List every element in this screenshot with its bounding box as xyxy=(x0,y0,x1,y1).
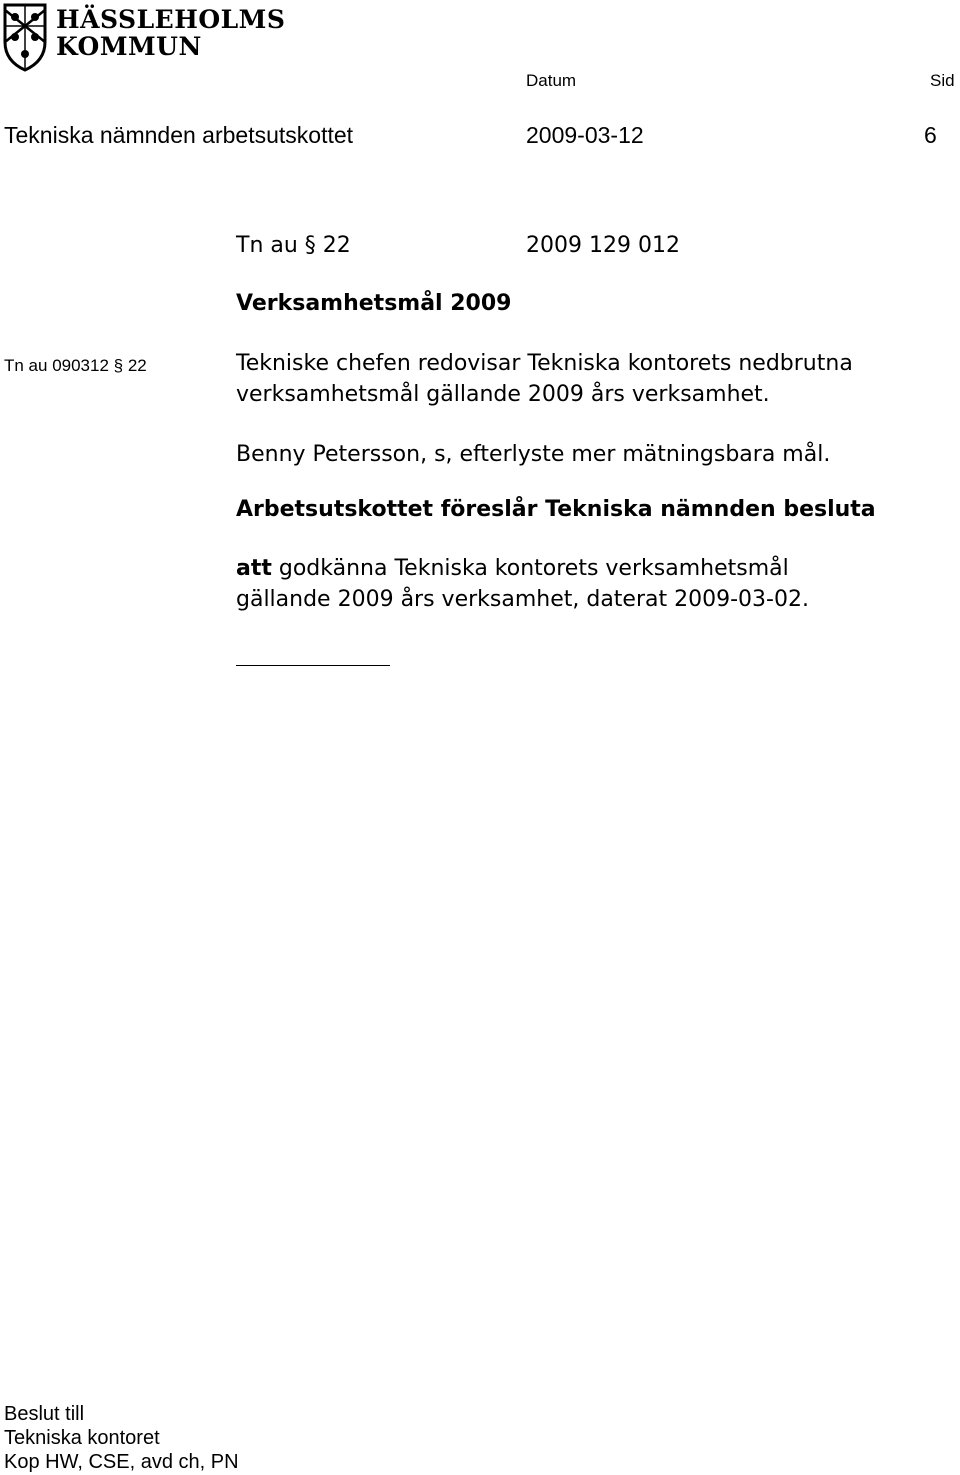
paragraph-1-line-1: Tekniske chefen redovisar Tekniska kontorets nedbrutna xyxy=(236,351,853,376)
paragraph-1-line-2: verksamhetsmål gällande 2009 års verksamhet. xyxy=(236,382,770,407)
footer-line-2: Tekniska kontoret xyxy=(4,1427,160,1449)
decision-paragraph xyxy=(236,553,809,615)
organization-logo-text xyxy=(56,6,285,60)
separator-line xyxy=(236,665,390,666)
section-reference: Tn au § 22 xyxy=(236,233,351,258)
organization-name-line2: KOMMUN xyxy=(56,32,202,61)
sid-label: Sid xyxy=(930,71,955,90)
paragraph-1 xyxy=(236,348,853,410)
datum-label: Datum xyxy=(526,71,577,90)
margin-reference: Tn au 090312 § 22 xyxy=(4,356,147,375)
case-title: Verksamhetsmål 2009 xyxy=(236,291,512,316)
coat-of-arms-icon xyxy=(2,2,48,72)
decision-keyword: att xyxy=(236,556,272,581)
decision-line-1 xyxy=(236,553,809,584)
decision-line-1-text: godkänna Tekniska kontorets verksamhetsmål xyxy=(271,556,789,581)
organization-name-line1: HÄSSLEHOLMS xyxy=(56,5,286,34)
diary-number: 2009 129 012 xyxy=(526,233,680,258)
proposal-heading: Arbetsutskottet föreslår Tekniska nämnden besluta xyxy=(236,497,876,522)
body-name: Tekniska nämnden arbetsutskottet xyxy=(4,122,354,148)
paragraph-2: Benny Petersson, s, efterlyste mer mätningsbara mål. xyxy=(236,442,831,467)
footer-line-1: Beslut till xyxy=(4,1403,85,1425)
footer-line-3: Kop HW, CSE, avd ch, PN xyxy=(4,1451,239,1473)
meeting-date: 2009-03-12 xyxy=(526,122,644,148)
page-number: 6 xyxy=(924,122,937,148)
decision-line-2: gällande 2009 års verksamhet, daterat 2009-03-02. xyxy=(236,587,809,612)
